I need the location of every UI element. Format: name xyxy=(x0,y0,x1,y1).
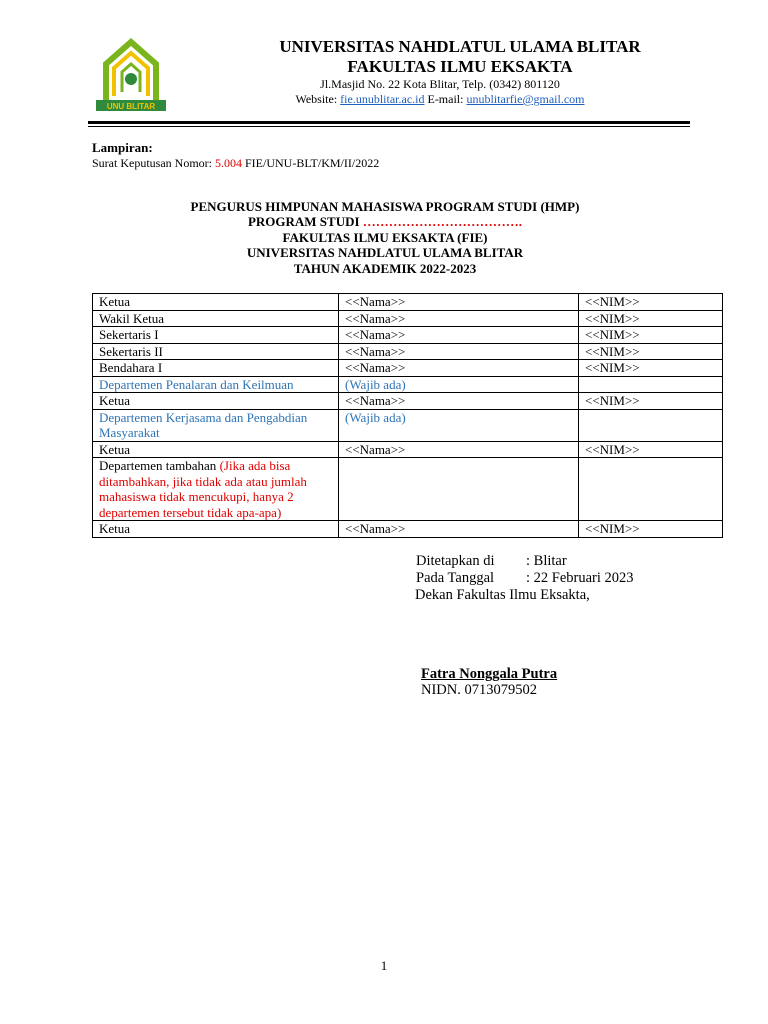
address: Jl.Masjid No. 22 Kota Blitar, Telp. (0342) 801120 xyxy=(320,77,560,91)
role-cell: Bendahara I xyxy=(93,360,339,377)
signer-position: Dekan Fakultas Ilmu Eksakta, xyxy=(415,587,590,603)
signer-nidn: NIDN. 0713079502 xyxy=(421,682,537,698)
decree-number: 5.004 xyxy=(214,156,242,170)
nim-cell: <<NIM>> xyxy=(579,521,723,538)
date-line xyxy=(416,570,634,587)
date-label: Pada Tanggal xyxy=(416,570,495,586)
required-note-cell: (Wajib ada) xyxy=(339,376,579,393)
faculty-name: FAKULTAS ILMU EKSAKTA xyxy=(347,57,573,76)
heading-line4: UNIVERSITAS NAHDLATUL ULAMA BLITAR xyxy=(246,245,524,260)
heading-prodi: PROGRAM STUDI xyxy=(247,214,360,229)
department-cell: Departemen Kerjasama dan Pengabdian Masyarakat xyxy=(93,409,339,441)
heading-line5: TAHUN AKADEMIK 2022-2023 xyxy=(293,261,477,276)
table-row xyxy=(93,458,723,521)
nim-cell: <<NIM>> xyxy=(579,327,723,344)
department-cell xyxy=(93,458,339,521)
name-cell: <<Nama>> xyxy=(339,360,579,377)
table-row xyxy=(93,409,723,441)
role-cell: Sekertaris I xyxy=(93,327,339,344)
nim-cell xyxy=(579,458,723,521)
role-cell: Ketua xyxy=(93,521,339,538)
email-link[interactable]: unublitarfie@gmail.com xyxy=(466,92,585,106)
header-divider-thick xyxy=(88,121,690,124)
table-row xyxy=(93,376,723,393)
name-cell: <<Nama>> xyxy=(339,310,579,327)
table-row xyxy=(93,441,723,458)
website-label: Website: xyxy=(295,92,338,106)
signer-name: Fatra Nonggala Putra xyxy=(421,666,558,682)
role-cell: Ketua xyxy=(93,294,339,311)
university-name: UNIVERSITAS NAHDLATUL ULAMA BLITAR xyxy=(279,37,641,56)
nim-cell: <<NIM>> xyxy=(579,343,723,360)
date-value: : 22 Februari 2023 xyxy=(526,570,634,586)
name-cell: <<Nama>> xyxy=(339,393,579,410)
name-cell: <<Nama>> xyxy=(339,521,579,538)
place-label: Ditetapkan di xyxy=(416,553,495,569)
table-row xyxy=(93,343,723,360)
name-cell: <<Nama>> xyxy=(339,343,579,360)
board-table xyxy=(92,293,723,538)
decree-prefix: Surat Keputusan Nomor: xyxy=(92,156,212,170)
role-cell: Wakil Ketua xyxy=(93,310,339,327)
department-cell: Departemen Penalaran dan Keilmuan xyxy=(93,376,339,393)
table-row xyxy=(93,294,723,311)
name-cell: <<Nama>> xyxy=(339,294,579,311)
role-cell: Sekertaris II xyxy=(93,343,339,360)
required-note-cell: (Wajib ada) xyxy=(339,409,579,441)
heading-line2 xyxy=(150,214,620,230)
place-line xyxy=(416,553,567,570)
decree-line xyxy=(92,156,379,171)
nim-cell: <<NIM>> xyxy=(579,393,723,410)
heading-line1: PENGURUS HIMPUNAN MAHASISWA PROGRAM STUDI (HMP) xyxy=(190,199,580,214)
nim-cell: <<NIM>> xyxy=(579,294,723,311)
page-number: 1 xyxy=(380,958,388,973)
university-logo xyxy=(92,34,170,114)
table-row xyxy=(93,393,723,410)
logo-text: UNU BLITAR xyxy=(106,102,156,111)
place-value: : Blitar xyxy=(526,553,567,569)
role-cell: Ketua xyxy=(93,441,339,458)
email-label: E-mail: xyxy=(427,92,464,106)
table-row xyxy=(93,310,723,327)
nim-cell xyxy=(579,376,723,393)
name-cell: <<Nama>> xyxy=(339,327,579,344)
table-row xyxy=(93,327,723,344)
attachment-label: Lampiran: xyxy=(92,140,153,155)
name-cell xyxy=(339,458,579,521)
name-cell: <<Nama>> xyxy=(339,441,579,458)
nim-cell: <<NIM>> xyxy=(579,441,723,458)
website-link[interactable]: fie.unublitar.ac.id xyxy=(340,92,425,106)
nim-cell xyxy=(579,409,723,441)
heading-prodi-dots: ………………………………. xyxy=(362,214,523,229)
nim-cell: <<NIM>> xyxy=(579,360,723,377)
decree-suffix: FIE/UNU-BLT/KM/II/2022 xyxy=(244,156,380,170)
department-note: (Jika ada bisa ditambahkan, jika tidak ada atau jumlah mahasiswa tidak mencukupi, hanya 2 departemen tersebut tidak apa-apa) xyxy=(99,458,307,520)
heading-line3: FAKULTAS ILMU EKSAKTA (FIE) xyxy=(282,230,488,245)
department-label: Departemen tambahan xyxy=(99,458,217,473)
table-row xyxy=(93,360,723,377)
role-cell: Ketua xyxy=(93,393,339,410)
table-row xyxy=(93,521,723,538)
nim-cell: <<NIM>> xyxy=(579,310,723,327)
contact-line xyxy=(230,92,650,107)
header-divider-thin xyxy=(88,126,690,127)
